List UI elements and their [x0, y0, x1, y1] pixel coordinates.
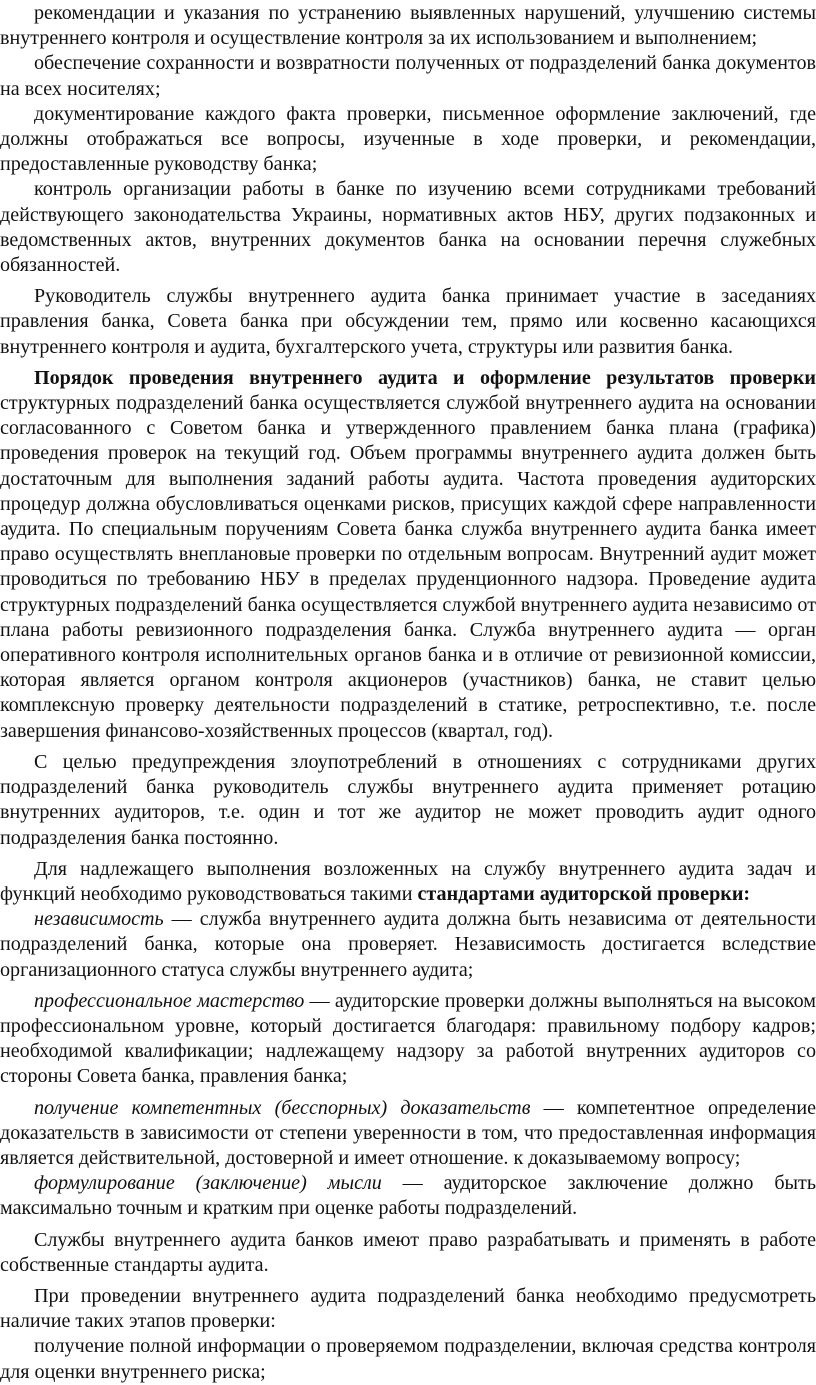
paragraph-head-participation: Руководитель службы внутреннего аудита банка принимает участие в заседаниях правления банка, Совета банка при обсуждении тем, прямо или косвенно касающихся внутреннего контроля и аудита, бухгалтерского учета, структуры или развития банка.: [0, 285, 816, 358]
paragraph-recommendations: рекомендации и указания по устранению выявленных нарушений, улучшению системы внутреннего контроля и осуществление контроля за их использованием и выполнением;: [0, 2, 816, 50]
paragraph-document-safety: обеспечение сохранности и возвратности полученных от подразделений банка документов на всех носителях;: [0, 52, 816, 100]
paragraph-standards-intro: [0, 857, 816, 907]
paragraph-documenting: документирование каждого факта проверки, письменное оформление заключений, где должны отображаться все вопросы, изученные в ходе проверки, и рекомендации, предоставленные руководству банка;: [0, 102, 816, 176]
term-evidence: получение компетентных (бесспорных) доказательств: [34, 1096, 531, 1119]
professional-skill-text: — аудиторские проверки должны выполняться на высоком профессиональном уровне, который достигается благодаря: правильному подбору кадров; необходимой квалификации; надлежащему надзору за работой внутренних аудиторов со стороны Совета банка, правления банка;: [0, 989, 816, 1088]
paragraph-formulation: [0, 1171, 816, 1221]
term-professional-skill: профессиональное мастерство: [34, 989, 305, 1012]
paragraph-rotation: С целью предупреждения злоупотреблений в отношениях с сотрудниками других подразделений банка руководитель службы внутреннего аудита применяет ротацию внутренних аудиторов, т.е. один и тот же аудитор не может проводить аудит одного подразделения банка постоянно.: [0, 750, 816, 849]
term-independence: независимость: [34, 908, 164, 931]
formulation-text: — аудиторское заключение должно быть максимально точным и кратким при оценке работы подразделений.: [0, 1172, 816, 1220]
independence-text: — служба внутреннего аудита должна быть независима от деятельности подразделений банка, которые она проверяет. Независимость достигается вследствие организационного статуса службы внутреннего аудита;: [0, 908, 816, 981]
audit-procedure-heading: Порядок проведения внутреннего аудита и оформление результатов проверки: [34, 366, 816, 389]
paragraph-legislation-control: контроль организации работы в банке по изучению всеми сотрудниками требований действующего законодательства Украины, нормативных актов НБУ, других подзаконных и ведомственных актов, внутренних документов банка на основании перечня служебных обязанностей.: [0, 178, 816, 277]
paragraph-own-standards: Службы внутреннего аудита банков имеют право разрабатывать и применять в работе собственные стандарты аудита.: [0, 1228, 816, 1276]
audit-procedure-text: структурных подразделений банка осуществляется службой внутреннего аудита на основании согласованного с Советом банка и утвержденного правлением банка плана (графика) проведения проверок на текущий год. Объем программы внутреннего аудита должен быть достаточным для выполнения заданий работы аудита. Частота проведения аудиторских процедур должна обусловливаться оценками рисков, присущих каждой сфере направленности аудита. По специальным поручениям Совета банка служба внутреннего аудита банка имеет право осуществлять внеплановые проверки по отдельным вопросам. Внутренний аудит может проводиться по требованию НБУ в пределах пруденционного надзора. Проведение аудита структурных подразделений банка осуществляется службой внутреннего аудита независимо от плана работы ревизионного подразделения банка. Служба внутреннего аудита — орган оперативного контроля исполнительных органов банка и в отличие от ревизионной комиссии, которая является органом контроля акционеров (участников) банка, не ставит целью комплексную проверку деятельности подразделений в статике, ретроспективно, т.е. после завершения финансово-хозяйственных процессов (квартал, год).: [0, 392, 816, 742]
paragraph-audit-procedure: [0, 366, 816, 744]
paragraph-professional-skill: [0, 989, 816, 1090]
paragraph-independence: [0, 907, 816, 983]
paragraph-evidence: [0, 1096, 816, 1172]
paragraph-stage-info: получение полной информации о проверяемом подразделении, включая средства контроля для оценки внутреннего риска;: [0, 1335, 816, 1383]
term-formulation: формулирование (заключение) мысли: [34, 1172, 382, 1195]
standards-heading: стандартами аудиторской проверки:: [417, 882, 751, 905]
standards-intro-text: Для надлежащего выполнения возложенных на службу внутреннего аудита задач и функций необходимо руководствоваться такими: [0, 857, 816, 905]
evidence-text: — компетентное определение доказательств в зависимости от степени уверенности в том, что предоставленная информация является действительной, достоверной и имеет отношение. к доказываемому вопросу;: [0, 1096, 816, 1169]
paragraph-stages-intro: При проведении внутреннего аудита подразделений банка необходимо предусмотреть наличие таких этапов проверки:: [0, 1284, 816, 1333]
